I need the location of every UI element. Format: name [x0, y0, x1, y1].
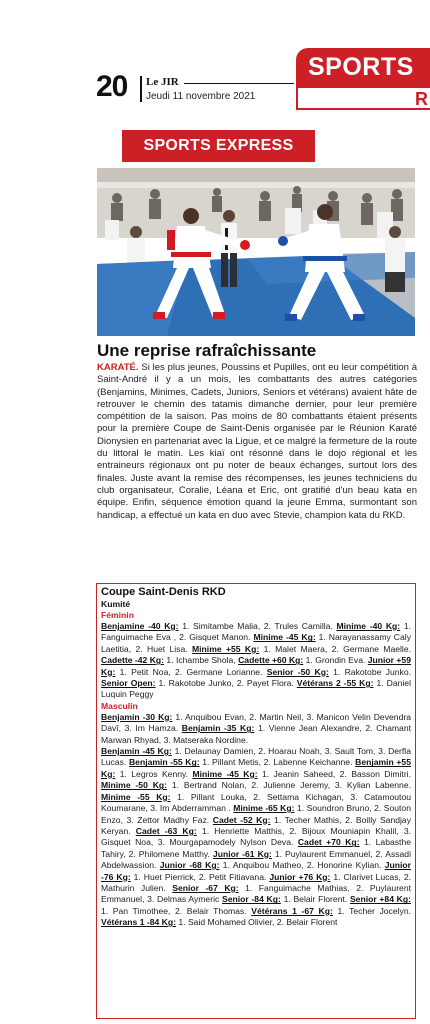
- result-names: 1. Said Mohamed Olivier, 2. Belair Florent: [176, 917, 338, 928]
- result-names: 1. Vienne Jean Alexandre, 2. Chamant Marwan Rhyad, 3. Matseraka Nordine.: [101, 723, 411, 745]
- result-category: Senior Open:: [101, 678, 156, 689]
- sports-express-banner: [122, 130, 315, 162]
- result-names: 1. Legros Kenny.: [115, 768, 193, 779]
- result-names: 1. Delaunay Damien, 2. Hoarau Noah, 3. Sault Tom, 3. Derfla Lucas.: [101, 746, 411, 768]
- result-category: Benjamine -40 Kg:: [101, 621, 179, 631]
- result-category: Vétérans 1 -84 Kg:: [101, 917, 176, 928]
- result-category: Cadette -42 Kg:: [101, 655, 165, 666]
- result-names: 1. Pan Timothee, 2. Belair Thomas.: [101, 905, 252, 916]
- result-category: Minime -45 Kg:: [192, 768, 258, 779]
- result-names: 1. Anquibou Evan, 2. Martin Neil, 3. Manicon Velin Devendra Davî, 3. Im Hamza.: [101, 711, 411, 734]
- article-headline: Une reprise rafraîchissante: [97, 341, 317, 360]
- result-category: Minime +55 Kg:: [192, 643, 260, 654]
- result-category: Junior +76 Kg:: [269, 871, 331, 882]
- result-names: 1. Belair Florent.: [280, 894, 350, 905]
- result-category: Minime -50 Kg:: [101, 780, 168, 791]
- result-names: 1. Daniel Luquin Peggy: [101, 678, 411, 700]
- result-names: 1. Bertrand Nolan, 2. Julienne Jeremy, 3. Kylian Labenne.: [167, 780, 411, 791]
- publication-date: Jeudi 11 novembre 2021: [146, 91, 256, 102]
- result-names: 1. Rakotobe Junko.: [328, 666, 411, 677]
- result-names: 1. Jeanin Saheed, 2. Basson Dimitri.: [257, 768, 411, 779]
- result-names: 1. Pillant Metis, 2. Labenne Keichanne.: [199, 757, 356, 768]
- result-category: Benjamin -35 Kg:: [181, 723, 255, 734]
- result-category: Junior -76 Kg:: [101, 860, 411, 882]
- page-number: 20: [96, 70, 128, 103]
- result-names: 1. Clarivet Lucas, 2. Mathurin Julien.: [101, 871, 411, 893]
- result-category: Cadet -63 Kg:: [135, 825, 197, 836]
- result-category: Senior -84 Kg:: [221, 894, 281, 905]
- result-category: Minime -65 Kg:: [233, 803, 295, 814]
- section-strip-letter: R: [415, 89, 428, 109]
- male-results-part-2: [101, 746, 411, 929]
- header-rule: [184, 83, 294, 84]
- banner-label: SPORTS EXPRESS: [143, 137, 294, 154]
- male-results-part-1: [101, 712, 411, 746]
- result-names: 1. Malet Maera, 2. Germane Maelle.: [259, 643, 412, 654]
- header-divider: [140, 76, 142, 102]
- result-category: Junior -61 Kg:: [212, 848, 272, 859]
- result-category: Junior -68 Kg:: [159, 860, 220, 871]
- article-body: [97, 362, 417, 522]
- section-tab-strip: [296, 88, 430, 110]
- result-category: Minime -45 Kg:: [253, 632, 316, 643]
- karate-photo-illustration: [97, 168, 415, 336]
- result-names: 1. Labasthe Tahiry, 2. Philomene Matthy.: [101, 837, 412, 859]
- result-names: 1. Narayanassamy Caly Laetitia, 2. Huet Lisa.: [101, 632, 411, 654]
- result-names: 1. Simitambe Malia, 2. Trules Camilla.: [178, 621, 337, 631]
- karate-match-photo: [97, 168, 415, 336]
- result-category: Senior +84 Kg:: [349, 894, 411, 905]
- result-names: 1. Ichambe Shola,: [164, 655, 239, 666]
- result-category: Junior +59 Kg:: [101, 655, 411, 677]
- female-label: Féminin: [101, 610, 134, 620]
- result-category: Cadette +60 Kg:: [238, 655, 304, 666]
- result-names: 1. Fanguimache Eva , 2. Gisquet Manon.: [101, 621, 411, 643]
- result-names: 1. Henriette Matthis, 2. Bijoux Mouniapin Khalil, 3. Gisquet Noa, 3. Mourgapamodely Nylson Deva.: [101, 825, 412, 848]
- male-label: Masculin: [101, 700, 138, 711]
- result-names: 1. Petit Noa, 2. Germane Lorianne.: [115, 666, 267, 677]
- page-header: [0, 0, 430, 120]
- result-names: 1. Techer Jocelyn.: [332, 905, 411, 916]
- result-names: 1. Huet Pierrick, 2. Petit Fitiavana.: [130, 871, 270, 882]
- result-names: 1. Fanguimache Mathias, 2. Puylaurent Emmanuel, 3. Delmas Aymeric: [101, 882, 412, 905]
- result-category: Cadet +70 Kg:: [297, 837, 360, 848]
- result-category: Benjamin +55 Kg:: [101, 757, 411, 779]
- result-names: 1. Anquibou Matheo, 2. Honorine Kylian.: [219, 860, 385, 871]
- section-label: SPORTS: [308, 53, 414, 81]
- result-names: 1. Soundron Bruno, 2. Souton Enzo, 3. Zettor Madhy Faz.: [101, 803, 411, 825]
- article-kicker: KARATÉ.: [97, 362, 139, 373]
- article-body-text: Si les plus jeunes, Poussins et Pupilles, ont eu leur compétition à Saint-André il y a un mois, les combattants des autres catégories (Benjamins, Minimes, Cadets, Juniors, Seniors et vétérans) avaient hâte de retrouver le chemin des tatamis dimanche dernier, pour leur première compétition de la saison. Pas moins de 80 combattants étaient présents pour la première Coupe de Saint-Denis organisée par le Réunion Karaté Dionysien en partenariat avec la Ligue, et ce malgré la fermeture de la route du littoral le matin. Les kiaï ont résonné dans le dojo régional et les entraineurs régionaux ont pu noter de beaux échanges, surtout lors des finales. Juste avant la remise des récompenses, les jeunes techniciens du club organisateur, Coralie, Léana et Eric, ont gratifié d'un beau kata en équipe. Enfin, séquence émotion quand la jeune Emma, surmontant son handicap, a effectué un kata en duo avec Stevie, champion kata du RKD.: [97, 362, 418, 521]
- result-names: 1. Rakotobe Junko, 2. Payet Flora.: [155, 678, 297, 689]
- result-category: Benjamin -30 Kg:: [101, 711, 173, 722]
- result-category: Benjamin -55 Kg:: [128, 757, 200, 768]
- result-category: Vétérans 2 -55 Kg:: [296, 678, 374, 689]
- result-names: 1. Puylaurent Emmanuel, 2. Assadi Abdelwassion.: [101, 848, 411, 871]
- results-box: [96, 583, 416, 1019]
- publication-name: Le JIR: [146, 76, 179, 88]
- section-tab: [296, 48, 430, 88]
- result-names: 1. Grondin Eva.: [303, 655, 368, 666]
- result-category: Cadet -52 Kg:: [212, 814, 271, 825]
- result-names: 1. Techer Mathis, 2. Boilly Sandjay Keryan.: [101, 814, 411, 836]
- results-title: Coupe Saint-Denis RKD: [101, 586, 226, 598]
- result-category: Senior -67 Kg:: [172, 882, 239, 893]
- result-category: Minime -55 Kg:: [101, 791, 171, 802]
- result-category: Senior -50 Kg:: [266, 666, 329, 677]
- result-category: Benjamin -45 Kg:: [101, 746, 172, 757]
- result-category: Vétérans 1 -67 Kg:: [251, 905, 333, 916]
- result-category: Minime -40 Kg:: [336, 621, 401, 631]
- results-discipline: Kumité: [101, 599, 131, 609]
- result-names: 1. Pillant Louka, 2. Settama Kichagan, 3. Catamoutou Koumarane, 3. Im Abderramman .: [101, 791, 411, 814]
- female-results: [101, 621, 411, 701]
